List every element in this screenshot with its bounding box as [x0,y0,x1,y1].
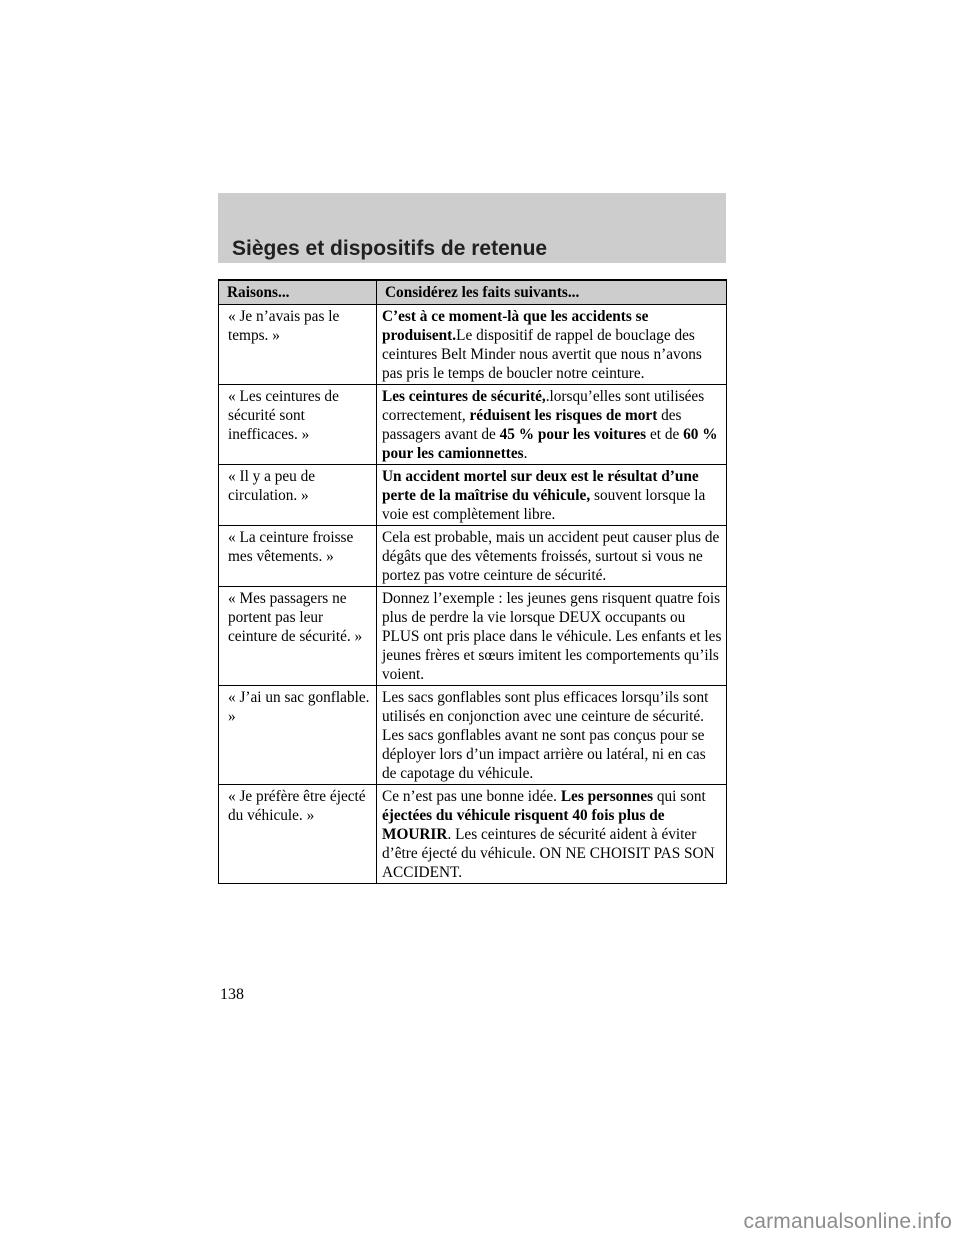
reasons-facts-table [218,279,727,884]
fact-cell [377,305,727,385]
fact-cell [377,785,727,884]
fact-text: .lorsqu’elles sont utilisées correctement, [382,388,705,424]
table-row [219,686,727,785]
fact-emphasis: 45 % pour les voitures [499,426,647,443]
table-row [219,385,727,465]
fact-cell [377,686,727,785]
fact-text: Ce n’est pas une bonne idée. [382,788,561,805]
fact-text: Donnez l’exemple : les jeunes gens risquent quatre fois plus de perdre la vie lorsque DEUX occupants ou PLUS ont pris place dans le véhicule. Les enfants et les jeunes frères et sœurs imitent les comportements qu’ils voient. [382,590,722,683]
table-row [219,587,727,686]
section-header-band [218,193,726,263]
fact-text: Les sacs gonflables sont plus efficaces lorsqu’ils sont utilisés en conjonction avec une ceinture de sécurité. Les sacs gonflables avant ne sont pas conçus pour se déployer lors d’un impact arrière ou latéral, ni en cas de capotage du véhicule. [382,689,709,782]
fact-emphasis: éjectées du véhicule risquent 40 fois plus de MOURIR [382,807,665,843]
site-watermark: carmanualsonline.info [743,1210,952,1233]
fact-emphasis: Les ceintures de sécurité, [382,388,546,405]
fact-text: des passagers avant de [382,407,682,443]
fact-cell [377,385,727,465]
reason-cell: « Les ceintures de sécurité sont inefficaces. » [219,385,377,465]
reason-cell: « J’ai un sac gonflable. » [219,686,377,785]
reason-cell: « Je préfère être éjecté du véhicule. » [219,785,377,884]
fact-text: . [523,445,528,462]
table-row [219,785,727,884]
column-header-reasons: Raisons... [219,280,377,305]
fact-emphasis: Les personnes [560,788,654,805]
table-header-row [219,280,727,305]
fact-text: Cela est probable, mais un accident peut causer plus de dégâts que des vêtements froissés, surtout si vous ne portez pas votre ceinture de sécurité. [382,529,720,584]
fact-emphasis: C’est à ce moment-là que les accidents se produisent. [382,308,649,344]
table-row [219,526,727,587]
reasons-facts-table-container [218,279,726,884]
fact-text: souvent lorsque la voie est complètement libre. [382,487,706,523]
table-row [219,465,727,526]
fact-cell [377,465,727,526]
fact-text: Le dispositif de rappel de bouclage des ceintures Belt Minder nous avertit que nous n’avons pas pris le temps de boucler notre ceinture. [382,327,702,382]
fact-emphasis: Un accident mortel sur deux est le résultat d’une perte de la maîtrise du véhicule, [382,468,699,504]
reason-cell: « Il y a peu de circulation. » [219,465,377,526]
table-body [219,305,727,884]
fact-cell [377,587,727,686]
fact-emphasis: 60 % pour les camionnettes [382,426,718,462]
reason-cell: « Mes passagers ne portent pas leur ceinture de sécurité. » [219,587,377,686]
fact-text: et de [646,426,684,443]
fact-cell [377,526,727,587]
reason-cell: « Je n’avais pas le temps. » [219,305,377,385]
fact-text: qui sont [653,788,706,805]
fact-text: . Les ceintures de sécurité aident à éviter d’être éjecté du véhicule. ON NE CHOISIT PAS SON ACCIDENT. [382,826,715,881]
page-number: 138 [220,986,244,1003]
section-title: Sièges et dispositifs de retenue [232,237,548,260]
column-header-facts: Considérez les faits suivants... [377,280,727,305]
fact-emphasis: réduisent les risques de mort [469,407,658,424]
reason-cell: « La ceinture froisse mes vêtements. » [219,526,377,587]
table-row [219,305,727,385]
